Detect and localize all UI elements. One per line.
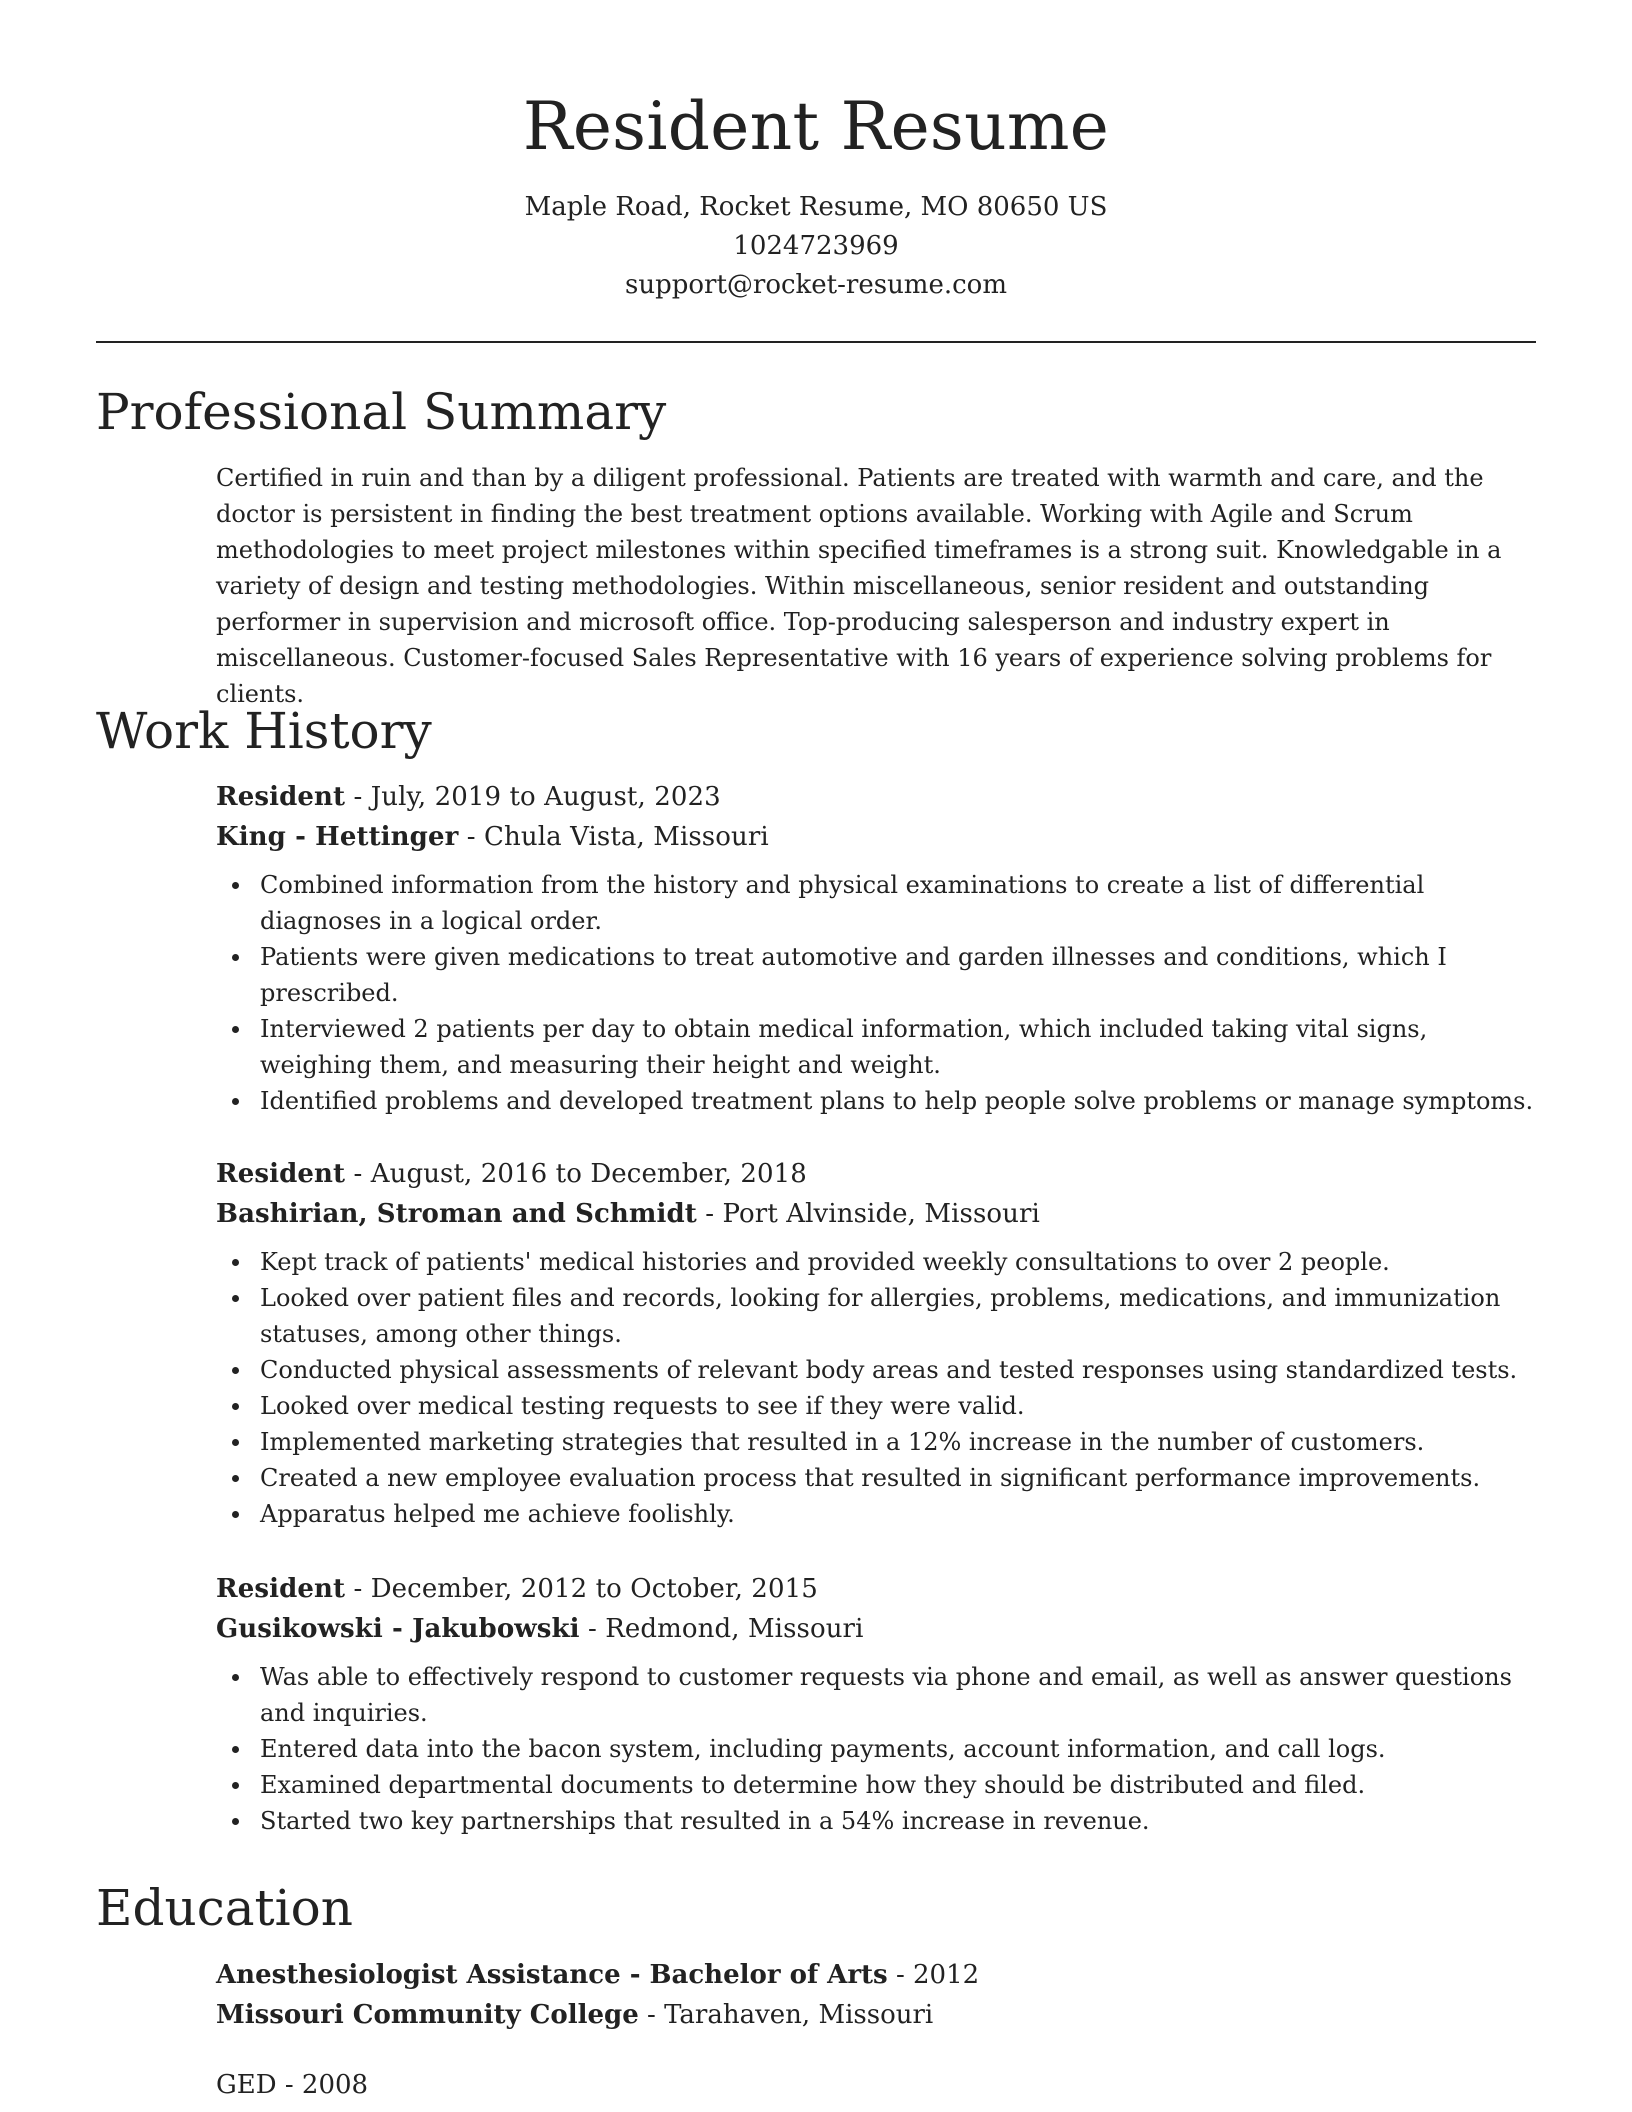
education-degree: Anesthesiologist Assistance - Bachelor of Arts — [216, 1960, 888, 1990]
resume-header — [0, 82, 1632, 305]
section-title-summary: Professional Summary — [96, 383, 667, 441]
list-item: Examined departmental documents to determine how they should be distributed and filed. — [260, 1767, 1536, 1803]
list-item: Looked over patient files and records, looking for allergies, problems, medications, and immunization statuses, among other things. — [260, 1280, 1536, 1352]
contact-email: support@rocket-resume.com — [624, 270, 1007, 300]
list-item: Interviewed 2 patients per day to obtain medical information, which included taking vital signs, weighing them, and measuring their height and weight. — [260, 1011, 1536, 1083]
section-title-education: Education — [96, 1879, 353, 1937]
job-entry — [216, 1569, 1536, 1839]
job-employer-line — [216, 1609, 1536, 1649]
job-bullets — [216, 1244, 1536, 1532]
job-title-line — [216, 1154, 1536, 1194]
list-item: Patients were given medications to treat automotive and garden illnesses and conditions, which I prescribed. — [260, 939, 1536, 1011]
job-dates: - July, 2019 to August, 2023 — [345, 782, 721, 812]
job-dates: - December, 2012 to October, 2015 — [345, 1574, 818, 1604]
job-role: Resident — [216, 1574, 346, 1604]
job-role: Resident — [216, 782, 346, 812]
job-entry — [216, 777, 1536, 1119]
job-bullets — [216, 867, 1536, 1119]
list-item: Kept track of patients' medical histories and provided weekly consultations to over 2 people. — [260, 1244, 1536, 1280]
list-item: Entered data into the bacon system, including payments, account information, and call logs. — [260, 1731, 1536, 1767]
education-entry — [216, 1955, 1536, 2035]
list-item: Was able to effectively respond to customer requests via phone and email, as well as answer questions and inquiries. — [260, 1659, 1536, 1731]
job-employer: Bashirian, Stroman and Schmidt — [216, 1199, 697, 1229]
job-role: Resident — [216, 1159, 346, 1189]
list-item: Combined information from the history and physical examinations to create a list of differential diagnoses in a logical order. — [260, 867, 1536, 939]
education-location: - Tarahaven, Missouri — [638, 2000, 934, 2030]
education-school: Missouri Community College — [216, 2000, 639, 2030]
summary-text: Certified in ruin and than by a diligent professional. Patients are treated with warmth and care, and the doctor is persistent in finding the best treatment options available. Working with Agile and Scrum methodologies to meet project milestones within specified timeframes is a strong suit. Knowledgable in a variety of design and testing methodologies. Within miscellaneous, senior resident and outstanding performer in supervision and microsoft office. Top-producing salesperson and industry expert in miscellaneous. Customer-focused Sales Representative with 16 years of experience solving problems for clients. — [216, 464, 1502, 708]
education-entry — [216, 2065, 1536, 2105]
job-location: - Redmond, Missouri — [579, 1614, 864, 1644]
job-employer-line — [216, 817, 1536, 857]
education-degree: GED — [216, 2070, 277, 2100]
job-employer: King - Hettinger — [216, 822, 459, 852]
contact-address: Maple Road, Rocket Resume, MO 80650 US — [524, 192, 1108, 222]
section-title-work-history: Work History — [96, 702, 432, 760]
education-degree-line — [216, 2065, 1536, 2105]
job-employer: Gusikowski - Jakubowski — [216, 1614, 580, 1644]
contact-info — [0, 188, 1632, 305]
list-item: Looked over medical testing requests to see if they were valid. — [260, 1388, 1536, 1424]
job-employer-line — [216, 1194, 1536, 1234]
list-item: Apparatus helped me achieve foolishly. — [260, 1496, 1536, 1532]
job-location: - Port Alvinside, Missouri — [696, 1199, 1040, 1229]
job-dates: - August, 2016 to December, 2018 — [345, 1159, 807, 1189]
resume-title: Resident Resume — [522, 88, 1110, 165]
list-item: Conducted physical assessments of relevant body areas and tested responses using standardized tests. — [260, 1352, 1536, 1388]
job-location: - Chula Vista, Missouri — [458, 822, 769, 852]
list-item: Identified problems and developed treatment plans to help people solve problems or manage symptoms. — [260, 1083, 1536, 1119]
list-item: Started two key partnerships that resulted in a 54% increase in revenue. — [260, 1803, 1536, 1839]
header-divider — [96, 341, 1536, 343]
job-bullets — [216, 1659, 1536, 1839]
summary-block — [216, 460, 1536, 712]
job-title-line — [216, 1569, 1536, 1609]
job-title-line — [216, 777, 1536, 817]
education-year: - 2008 — [276, 2070, 369, 2100]
job-entry — [216, 1154, 1536, 1532]
list-item: Implemented marketing strategies that resulted in a 12% increase in the number of customers. — [260, 1424, 1536, 1460]
contact-phone: 1024723969 — [733, 231, 899, 261]
education-degree-line — [216, 1955, 1536, 1995]
education-year: - 2012 — [887, 1960, 980, 1990]
education-school-line — [216, 1995, 1536, 2035]
list-item: Created a new employee evaluation process that resulted in significant performance improvements. — [260, 1460, 1536, 1496]
